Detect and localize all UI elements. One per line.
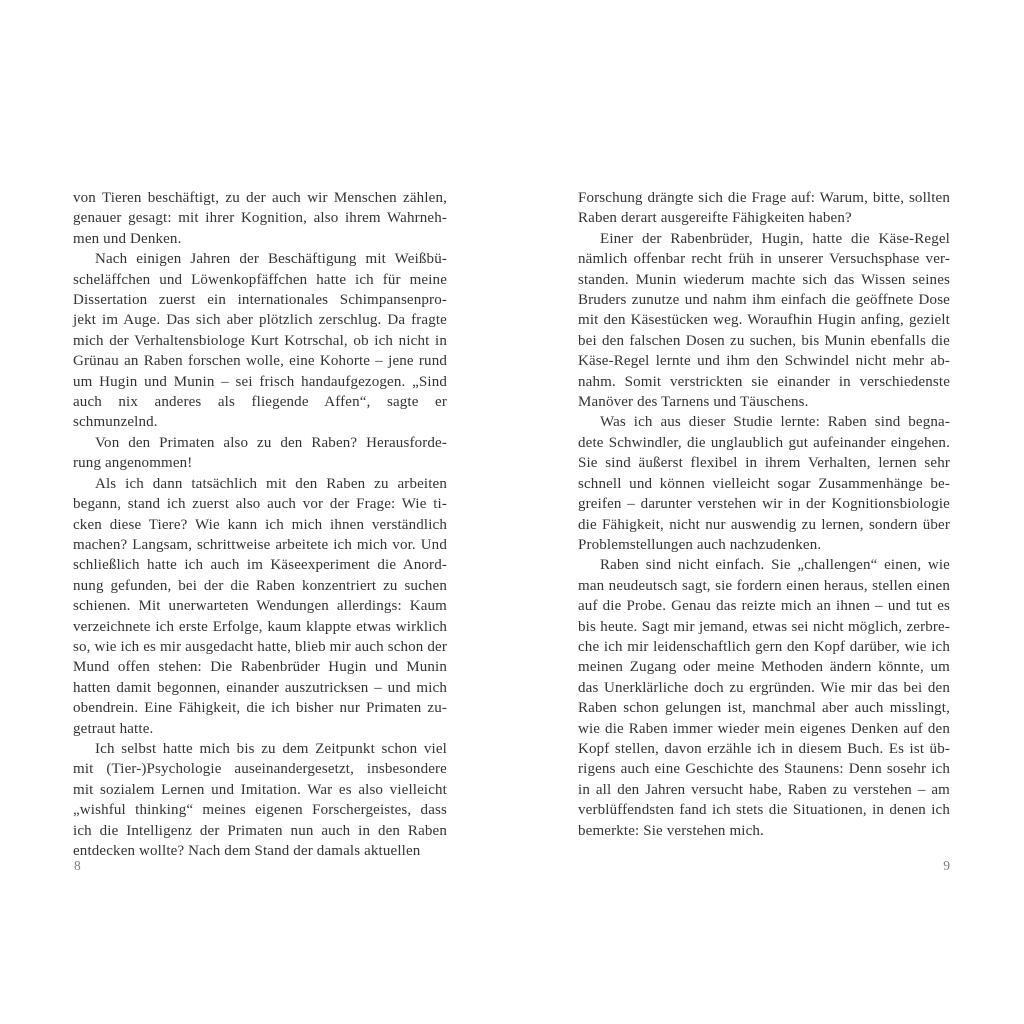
text-line: greifen – darunter verstehen wir in der Kognitionsbiologie (578, 496, 950, 513)
text-line: Mund offen stehen: Die Rabenbrüder Hugin und Munin (73, 659, 447, 676)
text-line: Kopf stellen, davon erzähle ich in diesem Buch. Es ist üb- (578, 740, 950, 757)
text-line: Einer der Rabenbrüder, Hugin, hatte die Käse-Regel (600, 230, 950, 247)
text-line: „wishful thinking“ meines eigenen Forschergeistes, dass (73, 802, 447, 819)
text-line: ich die Intelligenz der Primaten nun auch in den Raben (73, 822, 447, 839)
text-line: nung gefunden, bei der die Raben konzentriert zu suchen (73, 577, 447, 594)
text-line: getraut hatte. (73, 720, 154, 737)
text-line: Problemstellungen auch nachzudenken. (578, 536, 822, 553)
text-line: entdecken wollte? Nach dem Stand der damals aktuellen (73, 843, 421, 859)
text-line: rung angenommen! (73, 455, 193, 472)
text-line: man neudeutsch sagt, sie fordern einen heraus, stellen einen (578, 577, 950, 594)
text-line: auf die Probe. Genau das reizte mich an ihnen – und tut es (578, 598, 950, 615)
text-line: Was ich aus dieser Studie lernte: Raben sind begna- (600, 414, 950, 431)
text-line: Nach einigen Jahren der Beschäftigung mit Weißbü- (95, 251, 447, 268)
text-line: bei den falschen Dosen zu suchen, bis Munin ebenfalls die (578, 332, 950, 349)
text-line: Käse-Regel lernte und ihm den Schwindel nicht mehr ab- (578, 353, 950, 370)
text-line: Raben schon gelungen ist, manchmal aber auch misslingt, (578, 700, 950, 717)
text-line: wie die Raben immer wieder mein eigenes Denken auf den (578, 720, 950, 737)
text-line: verzeichnete ich erste Erfolge, kaum klappte etwas wirklich (73, 618, 447, 635)
page-number-right: 9 (943, 858, 950, 873)
text-line: die Fähigkeit, nicht nur auswendig zu lernen, sondern über (578, 516, 950, 533)
text-line: mit sozialem Lernen und Imitation. War es also vielleicht (73, 781, 447, 798)
text-line: scheläffchen und Löwenkopfäffchen hatte ich für meine (73, 271, 447, 288)
text-line: meinen Zugang oder meine Methoden ändern könnte, um (578, 659, 950, 676)
text-line: Dissertation zuerst ein internationales Schimpansenpro- (73, 292, 447, 309)
text-line: Forschung drängte sich die Frage auf: Warum, bitte, sollten (578, 190, 950, 206)
page-left-text-block (73, 188, 447, 861)
text-line: nämlich offenbar recht früh in unserer Versuchsphase ver- (578, 251, 950, 268)
text-line: dete Schwindler, die unglaublich gut aufeinander eingehen. (578, 434, 950, 451)
text-line: mich der Verhaltensbiologe Kurt Kotrschal, ob ich nicht in (73, 332, 447, 349)
text-line: Raben sind nicht einfach. Sie „challengen“ einen, wie (600, 557, 950, 574)
text-line: mit den Käsestücken weg. Woraufhin Hugin anfing, gezielt (578, 312, 950, 329)
text-line: das Unerklärliche doch zu ergründen. Wie mir das bei den (578, 679, 950, 696)
text-line: genauer gesagt: mit ihrer Kognition, also ihrem Wahrneh- (73, 210, 447, 227)
text-line: jekt im Auge. Das sich aber plötzlich zerschlug. Da fragte (73, 312, 447, 329)
page-right-text-block (578, 188, 950, 841)
text-line: standen. Munin wiederum machte sich das Wissen seines (578, 271, 950, 288)
text-line: bemerkte: Sie verstehen mich. (578, 822, 764, 839)
text-line: bis heute. Sagt mir jemand, etwas sei nicht möglich, zerbre- (578, 618, 950, 635)
text-line: machen? Langsam, schrittweise arbeitete ich mich vor. Und (73, 536, 447, 553)
text-line: um Hugin und Munin – sei frisch handaufgezogen. „Sind (73, 373, 447, 390)
text-line: nahm. Somit verstrickten sie einander in verschiedenste (578, 373, 950, 390)
text-line: Sie sind äußerst flexibel in ihrem Verhalten, lernen sehr (578, 455, 950, 472)
text-line: schließlich hatte ich auch im Käseexperiment die Anord- (73, 557, 447, 574)
text-line: obendrein. Eine Fähigkeit, die ich bisher nur Primaten zu- (73, 700, 447, 717)
text-line: Raben derart ausgereifte Fähigkeiten haben? (578, 210, 852, 227)
text-line: Ich selbst hatte mich bis zu dem Zeitpunkt schon viel (95, 740, 447, 757)
text-line: so, wie ich es mir ausgedacht hatte, blieb mir auch schon der (73, 638, 447, 655)
text-line: auch nix anderes als fliegende Affen“, sagte er schmunzelnd. (73, 394, 447, 431)
text-line: Grünau an Raben forschen wolle, eine Kohorte – jene rund (73, 353, 447, 370)
text-line: schienen. Mit unerwarteten Wendungen allerdings: Kaum (73, 598, 447, 615)
text-line: Von den Primaten also zu den Raben? Herausforde- (95, 434, 447, 451)
text-line: hatten damit begonnen, einander auszutricksen – und mich (73, 679, 447, 696)
text-line: in all den Jahren versucht habe, Raben zu verstehen – am (578, 781, 950, 798)
text-line: Als ich dann tatsächlich mit den Raben zu arbeiten (95, 475, 447, 492)
page-number-left: 8 (74, 858, 81, 873)
text-line: von Tieren beschäftigt, zu der auch wir Menschen zählen, (73, 190, 447, 206)
text-line: schnell und können vielleicht sogar Zusammenhänge be- (578, 475, 950, 492)
text-line: che ich mir leidenschaftlich gern den Kopf darüber, wie ich (578, 638, 950, 655)
text-line: begann, stand ich zuerst also auch vor der Frage: Wie ti- (73, 496, 447, 513)
text-line: Manöver des Tarnens und Täuschens. (578, 394, 809, 411)
text-line: Bruders zunutze und nahm ihm einfach die geöffnete Dose (578, 292, 950, 309)
text-line: verblüffendsten fand ich stets die Situationen, in denen ich (578, 802, 950, 819)
text-line: men und Denken. (73, 230, 182, 247)
text-line: rigens auch eine Geschichte des Staunens: Denn sosehr ich (578, 761, 950, 778)
text-line: mit (Tier-)Psychologie auseinandergesetzt, insbesondere (73, 761, 447, 778)
text-line: cken diese Tiere? Wie kann ich mich ihnen verständlich (73, 516, 447, 533)
